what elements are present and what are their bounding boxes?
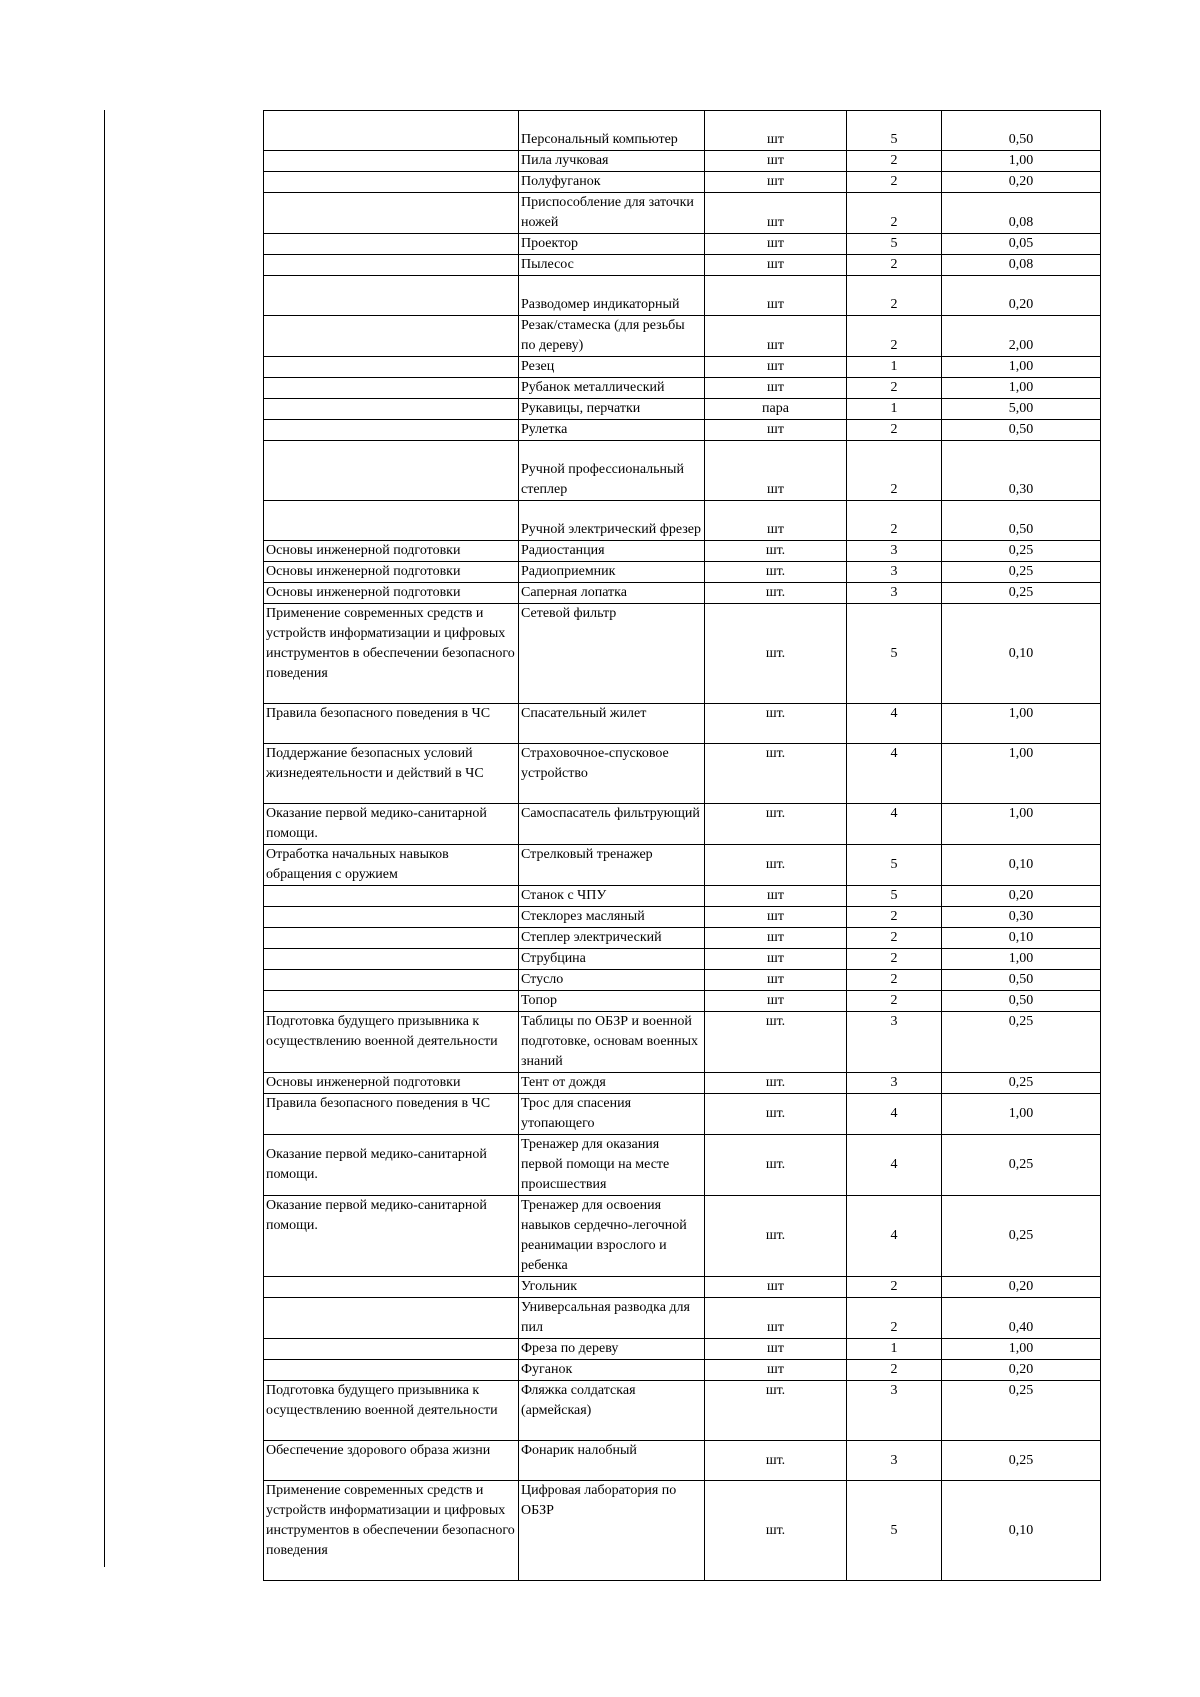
table-row	[264, 1277, 1101, 1298]
item-name-cell: Пылесос	[519, 255, 705, 276]
item-name-cell: Тренажер для оказания первой помощи на месте происшествия	[519, 1135, 705, 1196]
quantity-cell: 2	[847, 970, 942, 991]
item-name-cell: Персональный компьютер	[519, 111, 705, 151]
table-row	[264, 399, 1101, 420]
quantity-cell: 2	[847, 949, 942, 970]
table-row	[264, 1339, 1101, 1360]
unit-cell: шт	[705, 193, 847, 234]
unit-cell: шт	[705, 378, 847, 399]
item-name-cell: Фонарик налобный	[519, 1441, 705, 1481]
quantity-cell: 4	[847, 1094, 942, 1135]
norm-cell: 0,05	[942, 234, 1101, 255]
quantity-cell: 2	[847, 1277, 942, 1298]
table-row	[264, 1298, 1101, 1339]
section-cell: Основы инженерной подготовки	[264, 1073, 519, 1094]
table-row	[264, 583, 1101, 604]
unit-cell: шт.	[705, 1094, 847, 1135]
section-cell: Правила безопасного поведения в ЧС	[264, 1094, 519, 1135]
section-cell: Поддержание безопасных условий жизнедеятельности и действий в ЧС	[264, 744, 519, 804]
item-name-cell: Фреза по дереву	[519, 1339, 705, 1360]
section-cell	[264, 949, 519, 970]
item-name-cell: Радиоприемник	[519, 562, 705, 583]
norm-cell: 1,00	[942, 949, 1101, 970]
norm-cell: 0,10	[942, 845, 1101, 886]
section-cell: Оказание первой медико-санитарной помощи.	[264, 1135, 519, 1196]
norm-cell: 0,25	[942, 1012, 1101, 1073]
quantity-cell: 2	[847, 991, 942, 1012]
table-row	[264, 234, 1101, 255]
quantity-cell: 2	[847, 172, 942, 193]
table-row	[264, 1094, 1101, 1135]
norm-cell: 0,20	[942, 1277, 1101, 1298]
table-row	[264, 845, 1101, 886]
quantity-cell: 2	[847, 501, 942, 541]
section-cell: Правила безопасного поведения в ЧС	[264, 704, 519, 744]
unit-cell: шт	[705, 234, 847, 255]
quantity-cell: 3	[847, 583, 942, 604]
section-cell: Основы инженерной подготовки	[264, 583, 519, 604]
unit-cell: шт.	[705, 1481, 847, 1581]
quantity-cell: 3	[847, 1441, 942, 1481]
section-cell	[264, 420, 519, 441]
section-cell	[264, 1298, 519, 1339]
quantity-cell: 2	[847, 193, 942, 234]
item-name-cell: Универсальная разводка для пил	[519, 1298, 705, 1339]
quantity-cell: 5	[847, 845, 942, 886]
norm-cell: 1,00	[942, 1094, 1101, 1135]
item-name-cell: Тренажер для освоения навыков сердечно-легочной реанимации взрослого и ребенка	[519, 1196, 705, 1277]
unit-cell: шт	[705, 1298, 847, 1339]
table-row	[264, 1381, 1101, 1441]
quantity-cell: 4	[847, 704, 942, 744]
unit-cell: шт	[705, 357, 847, 378]
norm-cell: 1,00	[942, 804, 1101, 845]
norm-cell: 0,08	[942, 255, 1101, 276]
section-cell: Подготовка будущего призывника к осуществлению военной деятельности	[264, 1012, 519, 1073]
item-name-cell: Фуганок	[519, 1360, 705, 1381]
table-row	[264, 991, 1101, 1012]
quantity-cell: 2	[847, 928, 942, 949]
unit-cell: шт	[705, 928, 847, 949]
item-name-cell: Рулетка	[519, 420, 705, 441]
norm-cell: 0,20	[942, 172, 1101, 193]
section-cell	[264, 111, 519, 151]
norm-cell: 0,50	[942, 111, 1101, 151]
equipment-table	[263, 110, 1101, 1581]
table-row	[264, 316, 1101, 357]
norm-cell: 5,00	[942, 399, 1101, 420]
unit-cell: шт	[705, 172, 847, 193]
unit-cell: шт	[705, 111, 847, 151]
unit-cell: шт.	[705, 744, 847, 804]
section-cell	[264, 501, 519, 541]
quantity-cell: 5	[847, 1481, 942, 1581]
item-name-cell: Станок с ЧПУ	[519, 886, 705, 907]
item-name-cell: Страховочное-спусковое устройство	[519, 744, 705, 804]
item-name-cell: Цифровая лаборатория по ОБЗР	[519, 1481, 705, 1581]
unit-cell: шт.	[705, 583, 847, 604]
table-row	[264, 255, 1101, 276]
table-row	[264, 357, 1101, 378]
section-cell: Применение современных средств и устройств информатизации и цифровых инструментов в обеспечении безопасного поведения	[264, 604, 519, 704]
item-name-cell: Струбцина	[519, 949, 705, 970]
section-cell	[264, 151, 519, 172]
norm-cell: 1,00	[942, 378, 1101, 399]
table-row	[264, 928, 1101, 949]
norm-cell: 1,00	[942, 744, 1101, 804]
table-row	[264, 276, 1101, 316]
section-cell: Отработка начальных навыков обращения с оружием	[264, 845, 519, 886]
norm-cell: 0,50	[942, 970, 1101, 991]
unit-cell: шт	[705, 1277, 847, 1298]
unit-cell: шт	[705, 420, 847, 441]
quantity-cell: 2	[847, 255, 942, 276]
table-row	[264, 420, 1101, 441]
unit-cell: шт.	[705, 562, 847, 583]
table-row	[264, 541, 1101, 562]
unit-cell: шт.	[705, 1073, 847, 1094]
norm-cell: 0,08	[942, 193, 1101, 234]
unit-cell: шт.	[705, 541, 847, 562]
table-row	[264, 970, 1101, 991]
section-cell: Применение современных средств и устройств информатизации и цифровых инструментов в обеспечении безопасного поведения	[264, 1481, 519, 1581]
norm-cell: 0,20	[942, 886, 1101, 907]
table-row	[264, 886, 1101, 907]
quantity-cell: 5	[847, 886, 942, 907]
unit-cell: шт	[705, 501, 847, 541]
quantity-cell: 4	[847, 1196, 942, 1277]
equipment-table-body	[264, 111, 1101, 1581]
quantity-cell: 5	[847, 234, 942, 255]
quantity-cell: 3	[847, 1012, 942, 1073]
quantity-cell: 4	[847, 804, 942, 845]
unit-cell: шт	[705, 441, 847, 501]
item-name-cell: Пила лучковая	[519, 151, 705, 172]
item-name-cell: Фляжка солдатская (армейская)	[519, 1381, 705, 1441]
section-cell	[264, 172, 519, 193]
norm-cell: 0,30	[942, 907, 1101, 928]
section-cell	[264, 928, 519, 949]
norm-cell: 1,00	[942, 1339, 1101, 1360]
item-name-cell: Рукавицы, перчатки	[519, 399, 705, 420]
section-cell	[264, 399, 519, 420]
item-name-cell: Саперная лопатка	[519, 583, 705, 604]
unit-cell: шт	[705, 151, 847, 172]
item-name-cell: Спасательный жилет	[519, 704, 705, 744]
item-name-cell: Проектор	[519, 234, 705, 255]
section-cell	[264, 970, 519, 991]
unit-cell: шт	[705, 276, 847, 316]
item-name-cell: Ручной профессиональный степлер	[519, 441, 705, 501]
section-cell	[264, 276, 519, 316]
section-cell: Оказание первой медико-санитарной помощи.	[264, 1196, 519, 1277]
unit-cell: шт	[705, 1360, 847, 1381]
item-name-cell: Разводомер индикаторный	[519, 276, 705, 316]
quantity-cell: 3	[847, 562, 942, 583]
quantity-cell: 3	[847, 541, 942, 562]
unit-cell: шт.	[705, 1196, 847, 1277]
unit-cell: шт	[705, 949, 847, 970]
quantity-cell: 2	[847, 441, 942, 501]
section-cell	[264, 907, 519, 928]
section-cell: Обеспечение здорового образа жизни	[264, 1441, 519, 1481]
norm-cell: 0,25	[942, 1196, 1101, 1277]
unit-cell: шт.	[705, 1135, 847, 1196]
unit-cell: шт.	[705, 1012, 847, 1073]
quantity-cell: 3	[847, 1073, 942, 1094]
unit-cell: шт	[705, 316, 847, 357]
table-row	[264, 562, 1101, 583]
norm-cell: 0,25	[942, 541, 1101, 562]
item-name-cell: Приспособление для заточки ножей	[519, 193, 705, 234]
section-cell: Подготовка будущего призывника к осуществлению военной деятельности	[264, 1381, 519, 1441]
table-row	[264, 1073, 1101, 1094]
quantity-cell: 5	[847, 604, 942, 704]
left-margin-rule	[104, 110, 105, 1567]
norm-cell: 0,30	[942, 441, 1101, 501]
quantity-cell: 2	[847, 420, 942, 441]
section-cell	[264, 193, 519, 234]
table-row	[264, 1360, 1101, 1381]
table-row	[264, 378, 1101, 399]
quantity-cell: 2	[847, 1360, 942, 1381]
quantity-cell: 2	[847, 907, 942, 928]
section-cell	[264, 378, 519, 399]
section-cell	[264, 255, 519, 276]
item-name-cell: Топор	[519, 991, 705, 1012]
table-row	[264, 1481, 1101, 1581]
quantity-cell: 3	[847, 1381, 942, 1441]
norm-cell: 0,25	[942, 562, 1101, 583]
norm-cell: 1,00	[942, 357, 1101, 378]
section-cell	[264, 991, 519, 1012]
section-cell	[264, 886, 519, 907]
section-cell	[264, 1360, 519, 1381]
norm-cell: 2,00	[942, 316, 1101, 357]
item-name-cell: Самоспасатель фильтрующий	[519, 804, 705, 845]
unit-cell: шт.	[705, 604, 847, 704]
table-row	[264, 111, 1101, 151]
item-name-cell: Степлер электрический	[519, 928, 705, 949]
item-name-cell: Трос для спасения утопающего	[519, 1094, 705, 1135]
norm-cell: 1,00	[942, 704, 1101, 744]
item-name-cell: Тент от дождя	[519, 1073, 705, 1094]
item-name-cell: Стусло	[519, 970, 705, 991]
table-row	[264, 907, 1101, 928]
norm-cell: 0,20	[942, 276, 1101, 316]
table-row	[264, 949, 1101, 970]
quantity-cell: 1	[847, 399, 942, 420]
norm-cell: 1,00	[942, 151, 1101, 172]
quantity-cell: 2	[847, 151, 942, 172]
unit-cell: шт	[705, 255, 847, 276]
quantity-cell: 2	[847, 316, 942, 357]
norm-cell: 0,50	[942, 501, 1101, 541]
norm-cell: 0,25	[942, 1381, 1101, 1441]
table-row	[264, 804, 1101, 845]
item-name-cell: Рубанок металлический	[519, 378, 705, 399]
unit-cell: пара	[705, 399, 847, 420]
item-name-cell: Сетевой фильтр	[519, 604, 705, 704]
unit-cell: шт	[705, 970, 847, 991]
norm-cell: 0,10	[942, 604, 1101, 704]
item-name-cell: Стрелковый тренажер	[519, 845, 705, 886]
table-row	[264, 1196, 1101, 1277]
section-cell	[264, 357, 519, 378]
unit-cell: шт.	[705, 1381, 847, 1441]
norm-cell: 0,25	[942, 583, 1101, 604]
section-cell	[264, 1277, 519, 1298]
norm-cell: 0,50	[942, 991, 1101, 1012]
norm-cell: 0,25	[942, 1441, 1101, 1481]
section-cell: Основы инженерной подготовки	[264, 541, 519, 562]
table-row	[264, 1135, 1101, 1196]
table-row	[264, 501, 1101, 541]
quantity-cell: 1	[847, 357, 942, 378]
quantity-cell: 4	[847, 744, 942, 804]
table-row	[264, 704, 1101, 744]
quantity-cell: 2	[847, 1298, 942, 1339]
item-name-cell: Угольник	[519, 1277, 705, 1298]
table-row	[264, 1441, 1101, 1481]
table-row	[264, 1012, 1101, 1073]
table-row	[264, 441, 1101, 501]
section-cell: Основы инженерной подготовки	[264, 562, 519, 583]
unit-cell: шт.	[705, 1441, 847, 1481]
table-row	[264, 193, 1101, 234]
quantity-cell: 4	[847, 1135, 942, 1196]
table-row	[264, 172, 1101, 193]
unit-cell: шт	[705, 1339, 847, 1360]
unit-cell: шт.	[705, 845, 847, 886]
norm-cell: 0,25	[942, 1073, 1101, 1094]
item-name-cell: Резец	[519, 357, 705, 378]
norm-cell: 0,40	[942, 1298, 1101, 1339]
section-cell	[264, 441, 519, 501]
unit-cell: шт	[705, 886, 847, 907]
table-row	[264, 744, 1101, 804]
item-name-cell: Ручной электрический фрезер	[519, 501, 705, 541]
section-cell	[264, 1339, 519, 1360]
quantity-cell: 2	[847, 276, 942, 316]
item-name-cell: Полуфуганок	[519, 172, 705, 193]
quantity-cell: 1	[847, 1339, 942, 1360]
unit-cell: шт.	[705, 804, 847, 845]
item-name-cell: Радиостанция	[519, 541, 705, 562]
unit-cell: шт	[705, 991, 847, 1012]
unit-cell: шт.	[705, 704, 847, 744]
section-cell	[264, 234, 519, 255]
item-name-cell: Стеклорез масляный	[519, 907, 705, 928]
section-cell: Оказание первой медико-санитарной помощи.	[264, 804, 519, 845]
norm-cell: 0,10	[942, 928, 1101, 949]
norm-cell: 0,50	[942, 420, 1101, 441]
item-name-cell: Резак/стамеска (для резьбы по дереву)	[519, 316, 705, 357]
section-cell	[264, 316, 519, 357]
item-name-cell: Таблицы по ОБЗР и военной подготовке, основам военных знаний	[519, 1012, 705, 1073]
norm-cell: 0,25	[942, 1135, 1101, 1196]
quantity-cell: 5	[847, 111, 942, 151]
quantity-cell: 2	[847, 378, 942, 399]
table-row	[264, 151, 1101, 172]
table-row	[264, 604, 1101, 704]
unit-cell: шт	[705, 907, 847, 928]
norm-cell: 0,10	[942, 1481, 1101, 1581]
norm-cell: 0,20	[942, 1360, 1101, 1381]
